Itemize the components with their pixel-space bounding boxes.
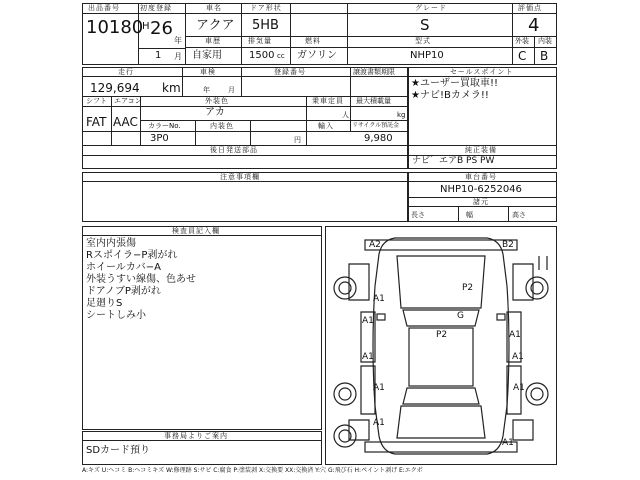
mark-a1-right-door: A1 (509, 330, 521, 340)
mark-a1-rear-right: A1 (513, 383, 525, 393)
load-unit: kg (397, 111, 406, 119)
use-label: 車歴 (205, 37, 221, 45)
sales-point-1: ★ユーザー買取車!! (411, 78, 498, 89)
use: 自家用 (192, 50, 222, 61)
disp-unit: cc (277, 52, 285, 60)
equip-label: 純正装備 (465, 146, 497, 154)
int-label: 内装 (538, 37, 552, 45)
mark-a1-left-rear-door: A1 (362, 352, 374, 362)
mark-b2: B2 (502, 240, 514, 250)
ac-label: エアコン (114, 97, 142, 105)
chassis-number: NHP10-6252046 (440, 184, 522, 195)
office-text: SDカード預り (86, 445, 151, 456)
dims-length: 長さ (411, 211, 425, 219)
inspection-line: Rスポイラ−P剥がれ (86, 250, 178, 261)
ext-score: C (518, 49, 527, 63)
grade: S (420, 16, 430, 34)
recycle-amount: 9,980 (364, 133, 393, 144)
reg-month: 1 (155, 50, 162, 61)
ext-label: 外装 (515, 37, 529, 45)
office-label: 事務局よりご案内 (164, 432, 228, 440)
fuel-label: 燃料 (305, 37, 321, 45)
ac: AAC (113, 115, 138, 129)
mileage-unit: km (162, 81, 181, 95)
inspection-month-unit: 月 (228, 86, 235, 94)
cap-label: 乗車定員 (312, 97, 344, 105)
after-parts-label: 後日発送部品 (210, 146, 258, 154)
name-label: 車名 (206, 4, 222, 12)
lot-label: 出品番号 (88, 4, 120, 12)
recycle-label: リサイクル預託金 (352, 122, 400, 129)
inspection-line: 室内内張傷 (86, 238, 136, 249)
inspection-line: ドアノブP剥がれ (86, 286, 161, 297)
recycle-unit: 円 (294, 136, 301, 144)
model: NHP10 (410, 50, 444, 61)
fuel: ガソリン (297, 50, 337, 61)
chassis-label: 車台番号 (465, 173, 497, 181)
inspection-lines (86, 238, 196, 322)
mark-a1-left-door: A1 (362, 316, 374, 326)
mark-p2-hood: P2 (462, 283, 474, 293)
displacement: 1500 (249, 50, 275, 61)
plate-label: 登録番号 (274, 68, 306, 76)
inspection-year-unit: 年 (203, 86, 210, 94)
grade-label: グレード (415, 4, 447, 12)
inspection-line: ホイールカバ−A (86, 262, 162, 273)
doc-label: 譲渡書類期限 (353, 68, 395, 76)
shift-label: シフト (86, 97, 107, 105)
reg-year-unit: 年 (174, 36, 182, 45)
reg-month-unit: 月 (174, 52, 182, 61)
lot-number: 10180 (86, 17, 144, 38)
mark-p2-roof: P2 (436, 330, 448, 340)
mark-a1-bumper-left: A1 (373, 418, 385, 428)
import-label: 輸入 (318, 122, 334, 130)
mark-a1-front-left: A1 (373, 294, 385, 304)
int-score: B (540, 49, 549, 63)
shift: FAT (86, 115, 107, 129)
mark-a1-rear-left: A1 (373, 383, 385, 393)
sales-label: セールスポイント (450, 68, 514, 76)
door-type: 5HB (252, 18, 279, 33)
score-label: 評価点 (518, 4, 542, 12)
car-name: アクア (196, 18, 235, 33)
dims-label: 諸元 (473, 198, 489, 206)
footer-legend: A:キズ U:ヘコミ B:ヘコミキズ W:修理跡 S:サビ C:腐食 P:塗装剥 X:交換要 XX:交換済 Y:穴 G:飛び石 H:ペイント剥げ E:エクボ (82, 467, 423, 474)
mileage: 129,694 (90, 81, 140, 95)
score: 4 (528, 15, 540, 36)
dims-width: 幅 (466, 211, 473, 219)
km-label: 走行 (118, 68, 134, 76)
mark-a2: A2 (369, 240, 381, 250)
code-label: カラーNo. (148, 122, 181, 130)
reg-era: H (142, 21, 150, 32)
mark-g: G (457, 311, 464, 321)
load-label: 最大積載量 (356, 97, 391, 105)
inspection-line: 外装うすい線傷、色あせ (86, 274, 196, 285)
inspection-line: 足廻りS (86, 298, 123, 309)
inspection-label: 検査員記入欄 (172, 227, 220, 235)
inspection-label: 車検 (200, 68, 216, 76)
color-label: 外装色 (205, 97, 229, 105)
notes-label: 注意事項欄 (220, 173, 260, 181)
cap-unit: 人 (342, 111, 349, 119)
mark-a1-bumper-right: A1 (502, 438, 514, 448)
color: アカ (205, 107, 225, 118)
door-label: ドア形状 (250, 4, 282, 12)
car-diagram-drawing (325, 226, 557, 465)
color-code: 3P0 (150, 133, 169, 144)
sales-point-2: ★ナビ!Bカメラ!! (411, 90, 489, 101)
reg-label: 初度登録 (140, 4, 172, 12)
model-label: 型式 (415, 37, 431, 45)
reg-year: 26 (150, 18, 173, 39)
dims-height: 高さ (512, 211, 526, 219)
mark-a1-right-rear-door: A1 (512, 352, 524, 362)
intcolor-label: 内装色 (210, 122, 234, 130)
equipment: ナビ゛エアB PS PW (412, 156, 495, 166)
inspection-line: シートしみ小 (86, 310, 146, 321)
disp-label: 排気量 (248, 37, 272, 45)
